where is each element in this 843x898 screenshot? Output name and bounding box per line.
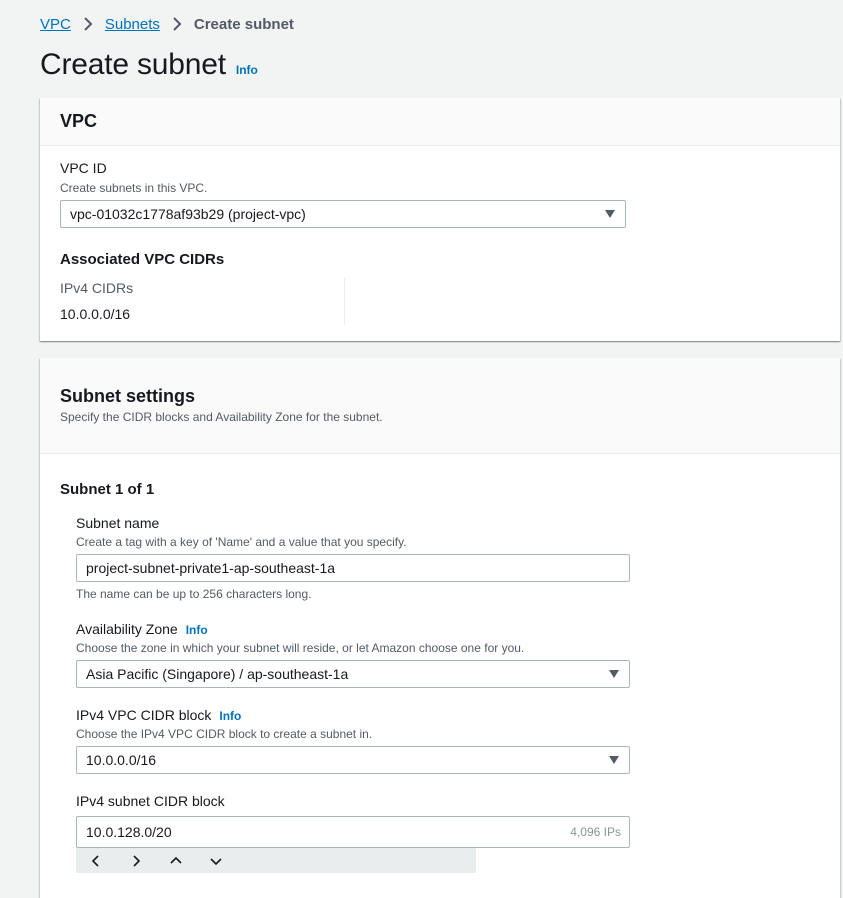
subnet-cidr-value: 10.0.128.0/20 [86,824,172,840]
subnet-cidr-input[interactable] [76,816,630,848]
subnet-name-description: Create a tag with a key of 'Name' and a value that you specify. [76,535,407,549]
subnet-cidr-ip-count: 4,096 IPs [570,825,621,839]
associated-cidrs-heading: Associated VPC CIDRs [60,251,225,268]
chevron-down-icon[interactable] [196,848,236,873]
vpc-cidr-description: Choose the IPv4 VPC CIDR block to create a subnet in. [76,727,373,741]
ipv4-cidrs-column [60,278,345,325]
subnet-name-value: project-subnet-private1-ap-southeast-1a [86,560,336,576]
subnet-settings-heading: Subnet settings [60,386,196,406]
vpc-cidr-value: 10.0.0.0/16 [86,752,157,768]
breadcrumb [40,14,294,34]
vpc-cidr-label-row [76,707,241,723]
caret-down-icon [609,756,619,764]
page-header [40,48,258,82]
subnet-settings-panel [40,358,840,898]
vpc-panel-header [40,98,840,146]
availability-zone-value: Asia Pacific (Singapore) / ap-southeast-1a [86,666,349,682]
chevron-right-icon [83,17,93,31]
subnet-settings-description: Specify the CIDR blocks and Availability Zone for the subnet. [60,410,383,424]
page-info-link[interactable]: Info [235,63,258,77]
ipv4-cidrs-label: IPv4 CIDRs [60,280,134,296]
subnet-name-label: Subnet name [76,515,160,531]
subnet-name-hint: The name can be up to 256 characters long. [76,587,312,601]
subnet-counter: Subnet 1 of 1 [60,481,155,498]
vpc-id-description: Create subnets in this VPC. [60,181,208,195]
vpc-id-select-value: vpc-01032c1778af93b29 (project-vpc) [70,206,306,222]
chevron-right-icon [172,17,182,31]
availability-zone-info-link[interactable]: Info [185,623,208,637]
chevron-left-icon[interactable] [76,848,116,873]
availability-zone-label-row [76,621,208,637]
vpc-cidr-label: IPv4 VPC CIDR block [76,707,212,723]
availability-zone-select[interactable] [76,660,630,688]
availability-zone-label: Availability Zone [76,621,178,637]
subnet-name-input[interactable] [76,554,630,582]
page-title: Create subnet [40,48,226,81]
vpc-id-label: VPC ID [60,160,107,176]
vpc-cidr-select[interactable] [76,746,630,774]
vpc-cidr-info-link[interactable]: Info [219,709,242,723]
chevron-right-icon[interactable] [116,848,156,873]
chevron-up-icon[interactable] [156,848,196,873]
ipv4-cidrs-value: 10.0.0.0/16 [60,306,131,322]
availability-zone-description: Choose the zone in which your subnet will reside, or let Amazon choose one for you. [76,641,525,655]
subnet-settings-header [40,358,840,454]
breadcrumb-subnets-link[interactable]: Subnets [104,15,160,33]
caret-down-icon [609,670,619,678]
cidr-stepper-bar [76,848,476,873]
vpc-id-select[interactable] [60,200,626,228]
vpc-panel [40,98,840,341]
caret-down-icon [605,210,615,218]
vpc-panel-heading: VPC [60,111,98,131]
breadcrumb-vpc-link[interactable]: VPC [40,15,71,33]
subnet-cidr-label: IPv4 subnet CIDR block [76,793,225,809]
breadcrumb-current: Create subnet [193,15,294,33]
